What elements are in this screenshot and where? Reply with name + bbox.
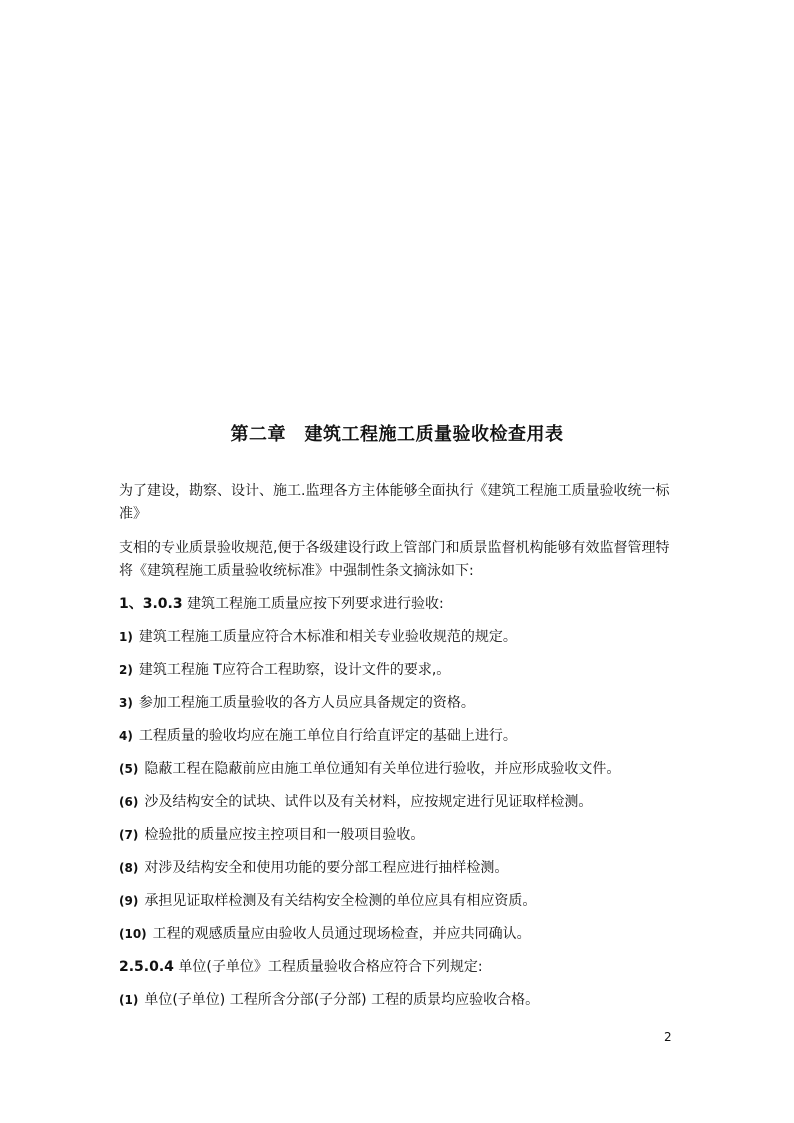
list-item xyxy=(119,660,699,680)
list-item-text: 参加工程施工质量验收的各方人员应具备规定的资格。 xyxy=(138,695,475,711)
list-item-text: 检验批的质量应按主控项目和一般项目验收。 xyxy=(144,827,425,843)
list-item-number: (5) xyxy=(119,762,139,776)
section-1-heading-text: 建筑工程施工质量应按下列要求进行验收: xyxy=(187,596,444,612)
list-item xyxy=(119,792,699,812)
list-item-number: (7) xyxy=(119,828,139,842)
list-item-number: 4) xyxy=(119,729,133,743)
section-2-heading xyxy=(119,957,699,977)
intro-paragraph-line-2: 准》 xyxy=(119,506,147,522)
list-item xyxy=(119,693,699,713)
list-item-text: 工程的观感质量应由验收人员通过现场检查，并应共同确认。 xyxy=(152,926,531,942)
list-item-text: 建筑工程施工质量应符合木标准和相关专业验收规范的规定。 xyxy=(138,629,517,645)
list-item-text: 对涉及结构安全和使用功能的要分部工程应进行抽样检测。 xyxy=(144,860,509,876)
list-item xyxy=(119,825,699,845)
list-item-number: 2) xyxy=(119,663,133,677)
list-item xyxy=(119,759,699,779)
list-item xyxy=(119,990,699,1010)
page-number: 2 xyxy=(664,1030,672,1044)
list-item xyxy=(119,891,699,911)
list-item-text: 隐蔽工程在隐蔽前应由施工单位通知有关单位进行验收，并应形成验收文件。 xyxy=(144,761,621,777)
list-item-number: (10) xyxy=(119,927,147,941)
list-item-number: (8) xyxy=(119,861,139,875)
section-2-heading-text: 单位(子单位》工程质量验收合格应符合下列规定: xyxy=(178,959,483,975)
section-1-heading-number: 1、3.0.3 xyxy=(119,596,183,612)
list-item-number: 1) xyxy=(119,630,133,644)
list-item-number: (6) xyxy=(119,795,139,809)
chapter-title: 第二章 建筑工程施工质量验收检查用表 xyxy=(230,424,564,445)
list-item-text: 建筑工程施 T应符合工程助察，设计文件的要求,。 xyxy=(138,662,451,678)
list-item-text: 单位(子单位) 工程所含分部(子分部) 工程的质景均应验收合格。 xyxy=(144,992,540,1008)
list-item xyxy=(119,924,699,944)
list-item-number: (9) xyxy=(119,894,139,908)
intro2-paragraph-line-2: 将《建筑程施工质量验收统标准》中强制性条文摘泳如下: xyxy=(119,563,474,579)
list-item-number: 3) xyxy=(119,696,133,710)
list-item xyxy=(119,627,699,647)
list-item-text: 承担见证取样检测及有关结构安全检测的单位应具有相应资质。 xyxy=(144,893,537,909)
list-item-text: 沙及结构安全的试块、试件以及有关材料，应按规定进行见证取样检测。 xyxy=(144,794,593,810)
intro2-paragraph-line-1: 支相的专业质景验收规范,便于各级建设行政上管部门和质景监督机构能够有效监督管理特 xyxy=(119,540,670,556)
list-item xyxy=(119,858,699,878)
list-item-number: (1) xyxy=(119,993,139,1007)
section-2-heading-number: 2.5.0.4 xyxy=(119,959,174,975)
list-item-text: 工程质量的验收均应在施工单位自行给直评定的基础上进行。 xyxy=(138,728,517,744)
list-item xyxy=(119,726,699,746)
section-1-heading xyxy=(119,594,699,614)
intro-paragraph-line-1: 为了建设，勘察、设计、施工.监理各方主体能够全面执行《建筑工程施工质量验收统一标 xyxy=(119,483,670,499)
